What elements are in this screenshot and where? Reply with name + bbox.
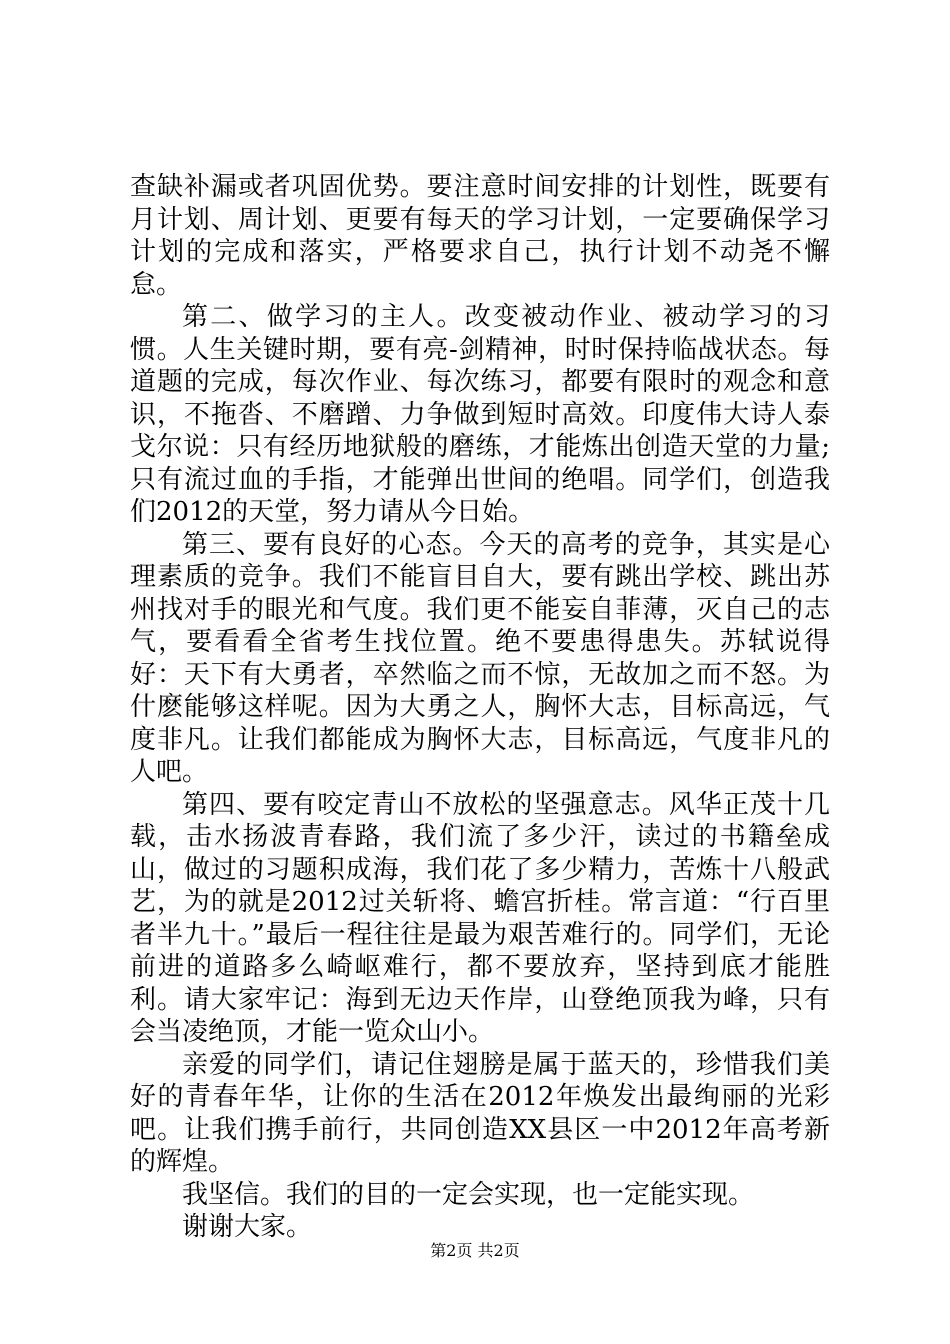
page-footer: 第2页 共2页 bbox=[430, 1241, 520, 1260]
paragraph-closing: 亲爱的同学们，请记住翅膀是属于蓝天的，珍惜我们美好的青春年华，让你的生活在2012年焕发出最绚丽的光彩吧。让我们携手前行，共同创造XX县区一中2012年高考新的辉煌。 bbox=[130, 1049, 830, 1177]
paragraph-second-point: 第二、做学习的主人。改变被动作业、被动学习的习惯。人生关键时期，要有亮-剑精神，时时保持临战状态。每道题的完成，每次作业、每次练习，都要有限时的观念和意识，不拖沓、不磨蹭、力争做到短时高效。印度伟大诗人泰戈尔说：只有经历地狱般的磨练，才能炼出创造天堂的力量;只有流过血的手指，才能弹出世间的绝唱。同学们，创造我们2012的天堂，努力请从今日始。 bbox=[130, 302, 830, 527]
paragraph-third-point: 第三、要有良好的心态。今天的高考的竞争，其实是心理素质的竞争。我们不能盲目自大，要有跳出学校、跳出苏州找对手的眼光和气度。我们更不能妄自菲薄，灭自己的志气，要看看全省考生找位置。绝不要患得患失。苏轼说得好：天下有大勇者，卒然临之而不惊，无故加之而不怒。为什麽能够这样呢。因为大勇之人，胸怀大志，目标高远，气度非凡。让我们都能成为胸怀大志，目标高远，气度非凡的人吧。 bbox=[130, 529, 830, 787]
paragraph-fourth-point: 第四、要有咬定青山不放松的坚强意志。风华正茂十几载，击水扬波青春路，我们流了多少汗，读过的书籍垒成山，做过的习题积成海，我们花了多少精力，苦炼十八般武艺，为的就是2012过关斩将、蟾宫折桂。常言道：“行百里者半九十。”最后一程往往是最为艰苦难行的。同学们，无论前进的道路多么崎岖难行，都不要放弃，坚持到底才能胜利。请大家牢记：海到无边天作岸，山登绝顶我为峰，只有会当凌绝顶，才能一览众山小。 bbox=[130, 789, 830, 1047]
paragraph-thanks: 谢谢大家。 bbox=[182, 1212, 313, 1242]
paragraph-belief: 我坚信。我们的目的一定会实现，也一定能实现。 bbox=[182, 1179, 755, 1210]
document-body bbox=[130, 171, 830, 1244]
paragraph-continuation: 查缺补漏或者巩固优势。要注意时间安排的计划性，既要有月计划、周计划、更要有每天的学习计划，一定要确保学习计划的完成和落实，严格要求自己，执行计划不动尧不懈怠。 bbox=[130, 172, 830, 300]
